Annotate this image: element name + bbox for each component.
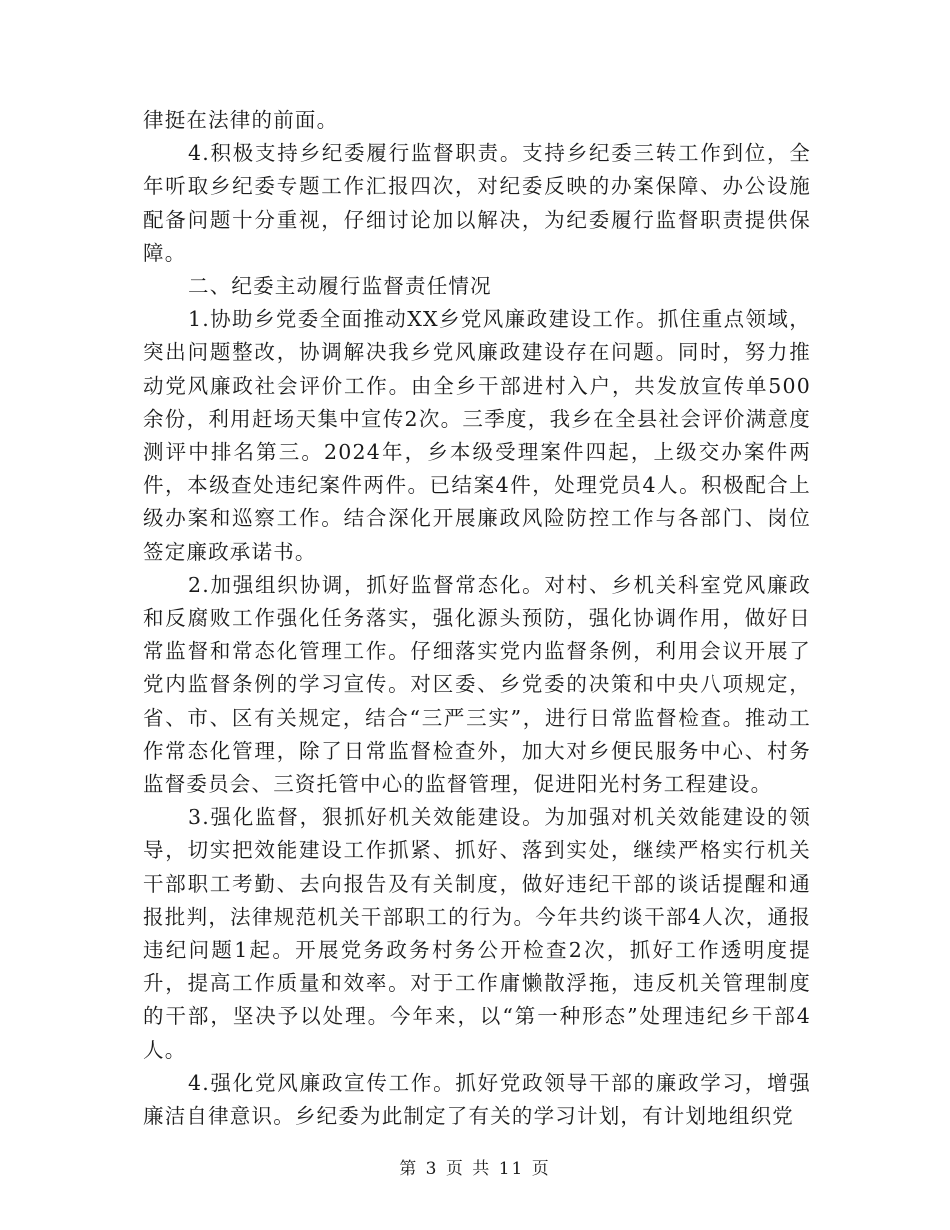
- paragraph-item-2-coordination: 2.加强组织协调，抓好监督常态化。对村、乡机关科室党风廉政和反腐败工作强化任务落实，强化源头预防，强化协调作用，做好日常监督和常态化管理工作。仔细落实党内监督条例，利用会议开展了党内监督条例的学习宣传。对区委、乡党委的决策和中央八项规定，省、市、区有关规定，结合“三严三实”，进行日常监督检查。推动工作常态化管理，除了日常监督检查外，加大对乡便民服务中心、村务监督委员会、三资托管中心的监督管理，促进阳光村务工程建设。: [143, 572, 811, 797]
- paragraph-item-1-assist: 1.协助乡党委全面推动XX乡党风廉政建设工作。抓住重点领域，突出问题整改，协调解决我乡党风廉政建设存在问题。同时，努力推动党风廉政社会评价工作。由全乡干部进村入户，共发放宣传单500余份，利用赶场天集中宣传2次。三季度，我乡在全县社会评价满意度测评中排名第三。2024年，乡本级受理案件四起，上级交办案件两件，本级查处违纪案件两件。已结案4件，处理党员4人。积极配合上级办案和巡察工作。结合深化开展廉政风险防控工作与各部门、岗位签定廉政承诺书。: [143, 307, 811, 564]
- paragraph-item-4-publicity: 4.强化党风廉政宣传工作。抓好党政领导干部的廉政学习，增强廉洁自律意识。乡纪委为此制定了有关的学习计划，有计划地组织党: [143, 1070, 811, 1129]
- document-body: [143, 104, 811, 1133]
- paragraph-item-3-supervision: 3.强化监督，狠抓好机关效能建设。为加强对机关效能建设的领导，切实把效能建设工作抓紧、抓好、落到实处，继续严格实行机关干部职工考勤、去向报告及有关制度，做好违纪干部的谈话提醒和通报批判，法律规范机关干部职工的行为。今年共约谈干部4人次，通报违纪问题1起。开展党务政务村务公开检查2次，抓好工作透明度提升，提高工作质量和效率。对于工作庸懒散浮拖，违反机关管理制度的干部，坚决予以处理。今年来，以“第一种形态”处理违纪乡干部4人。: [143, 805, 811, 1062]
- section-heading-2: 二、纪委主动履行监督责任情况: [188, 274, 492, 299]
- paragraph-item-4-support: 4.积极支持乡纪委履行监督职责。支持乡纪委三转工作到位，全年听取乡纪委专题工作汇报四次，对纪委反映的办案保障、办公设施配备问题十分重视，仔细讨论加以解决，为纪委履行监督职责提供保障。: [143, 141, 811, 265]
- paragraph-continuation: 律挺在法律的前面。: [143, 108, 339, 132]
- page-footer: 第 3 页 共 11 页: [399, 1159, 551, 1179]
